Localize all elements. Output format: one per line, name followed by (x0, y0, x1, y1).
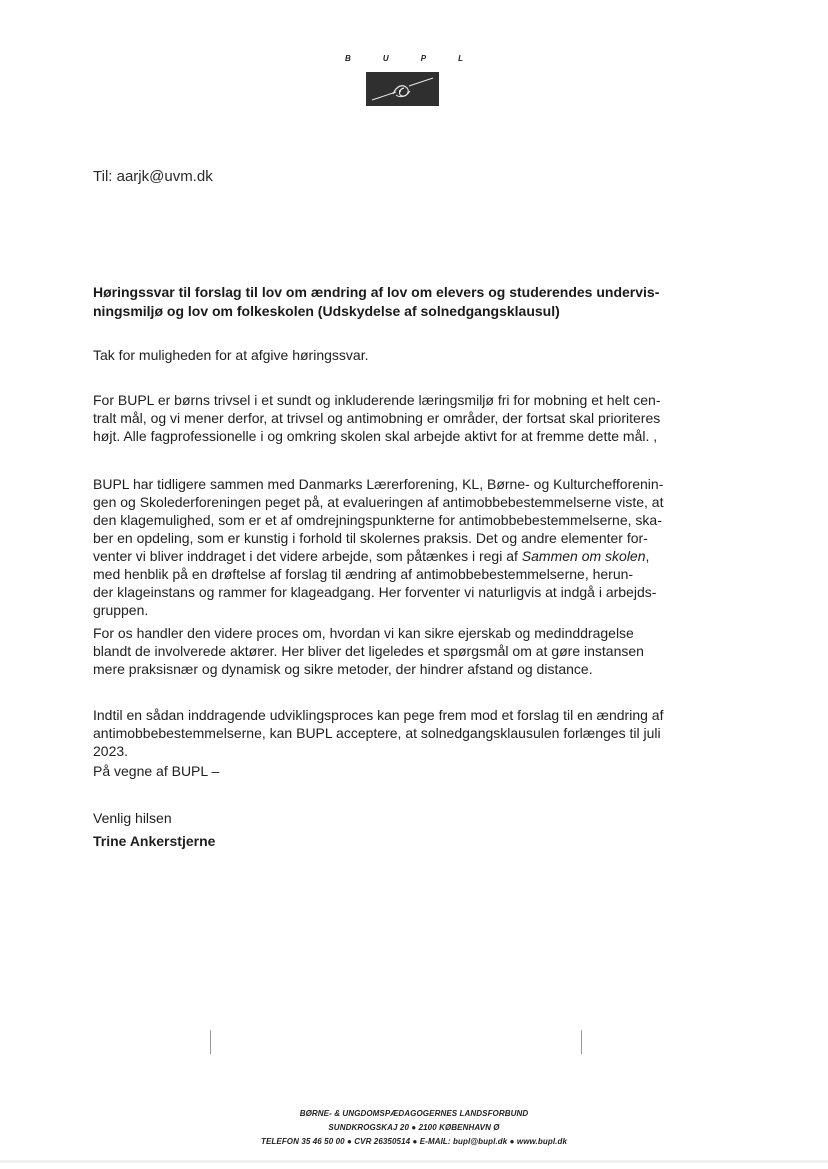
fold-mark-left (210, 1030, 211, 1054)
signoff-line (93, 762, 733, 780)
paragraph-2 (93, 475, 733, 619)
subject-line-1: Høringssvar til forslag til lov om ændring af lov om elevers og studerendes undervis- (93, 284, 660, 300)
paragraph-4-line: Indtil en sådan inddragende udviklingsproces kan pege frem mod et forslag til en ændring af (93, 707, 664, 723)
paragraph-3 (93, 624, 733, 678)
paragraph-2-line: ber en opdeling, som er kunstig i forhold til skolernes praksis. Det og andre elementer for- (93, 530, 648, 546)
page-bottom-edge (0, 1160, 828, 1163)
footer-organization: BØRNE- & UNGDOMSPÆDAGOGERNES LANDSFORBUND (299, 1109, 529, 1118)
logo-letter-b: B (345, 54, 351, 63)
paragraph-1 (93, 391, 733, 445)
signer-text: Trine Ankerstjerne (93, 833, 216, 849)
program-name-italic: Sammen om skolen (521, 548, 646, 564)
recipient-line: Til: aarjk@uvm.dk (93, 168, 213, 185)
greeting-line (93, 809, 733, 827)
paragraph-4-line: 2023. (93, 743, 129, 759)
thanks-line: Tak for muligheden for at afgive høringssvar. (93, 347, 369, 363)
paragraph-3-line: For os handler den videre proces om, hvordan vi kan sikre ejerskab og medinddragelse (93, 625, 634, 641)
logo-mark (366, 72, 439, 106)
paragraph-4-line: antimobbebestemmelserne, kan BUPL acceptere, at solnedgangsklausulen forlænges til juli (93, 725, 661, 741)
signer-name (93, 832, 733, 850)
logo-letter-l: L (458, 54, 463, 63)
logo-letter-p: P (420, 54, 427, 63)
fold-mark-right (581, 1030, 582, 1054)
greeting-text: Venlig hilsen (93, 810, 172, 826)
handshake-icon (366, 72, 439, 106)
paragraph-1-line: højt. Alle fagprofessionelle i og omkring skolen skal arbejde aktivt for at fremme dette mål. , (93, 428, 658, 444)
paragraph-3-line: mere praksisnær og dynamisk og sikre metoder, der hindrer afstand og distance. (93, 661, 593, 677)
paragraph-1-line: For BUPL er børns trivsel i et sundt og inkluderende læringsmiljø fri for mobning et helt cen- (93, 392, 661, 408)
paragraph-1-line: tralt mål, og vi mener derfor, at trivsel og antimobning er områder, der fortsat skal prioriteres (93, 410, 661, 426)
paragraph-3-line: blandt de involverede aktører. Her bliver det ligeledes et spørgsmål om at gøre instansen (93, 643, 644, 659)
paragraph-2-line (93, 547, 733, 565)
paragraph-2-line: gen og Skolederforeningen peget på, at evalueringen af antimobbebestemmelserne viste, at (93, 494, 664, 510)
footer-contact: TELEFON 35 46 50 00 ● CVR 26350514 ● E-MAIL: bupl@bupl.dk ● www.bupl.dk (260, 1137, 568, 1146)
paragraph-2-line: der klageinstans og rammer for klageadgang. Her forventer vi naturligvis at indgå i arbejds- (93, 584, 657, 600)
signoff-text: På vegne af BUPL – (93, 763, 220, 779)
subject-line-2: ningsmiljø og lov om folkeskolen (Udskydelse af solnedgangsklausul) (93, 303, 560, 319)
paragraph-2-line-end: , (645, 548, 650, 564)
paragraph-2-line: den klagemulighed, som er et af omdrejningspunkterne for antimobbebestemmelserne, ska- (93, 512, 662, 528)
paragraph-4 (93, 706, 733, 760)
thanks-paragraph (93, 346, 733, 364)
subject-heading (93, 283, 733, 321)
footer-address: SUNDKROGSKAJ 20 ● 2100 KØBENHAVN Ø (328, 1123, 500, 1132)
paragraph-2-line-start: venter vi bliver inddraget i det videre arbejde, som påtænkes i regi af (93, 548, 522, 564)
paragraph-2-line: med henblik på en drøftelse af forslag til ændring af antimobbebestemmelserne, herun- (93, 566, 634, 582)
logo-letter-u: U (382, 54, 389, 63)
paragraph-2-line: BUPL har tidligere sammen med Danmarks Lærerforening, KL, Børne- og Kulturchefforenin- (93, 476, 664, 492)
logo-letters (345, 54, 463, 63)
paragraph-2-line: gruppen. (93, 602, 149, 618)
